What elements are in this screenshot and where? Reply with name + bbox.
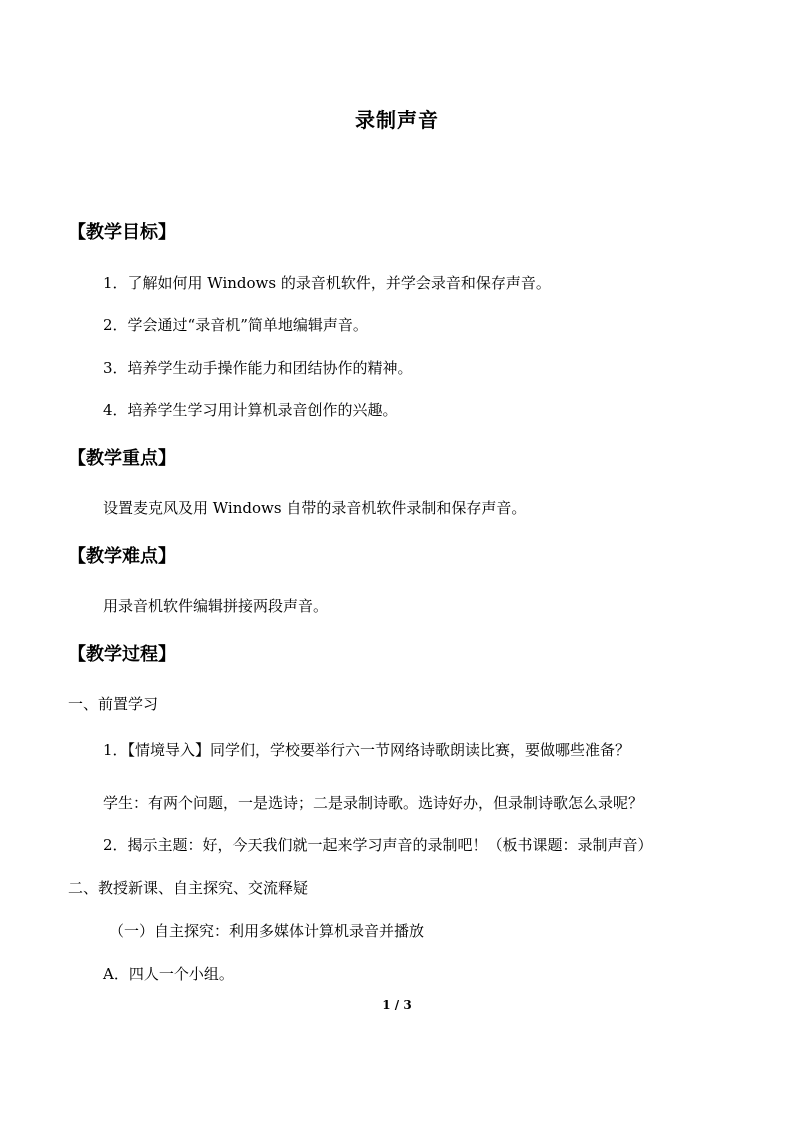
difficulties-text: 用录音机软件编辑拼接两段声音。 [103, 597, 329, 615]
process-step-2-sub-1-a: A．四人一个小组。 [103, 965, 234, 983]
page-number: 1 / 3 [382, 998, 412, 1012]
heading-teaching-goals: 【教学目标】 [68, 222, 176, 243]
heading-key-points: 【教学重点】 [68, 448, 176, 469]
process-step-2-sub-1: （一）自主探究：利用多媒体计算机录音并播放 [109, 922, 425, 940]
goal-item-1: 1．了解如何用 Windows 的录音机软件，并学会录音和保存声音。 [103, 274, 551, 292]
process-step-1-item-1: 1．【情境导入】同学们，学校要举行六一节网络诗歌朗读比赛，要做哪些准备？ [103, 741, 631, 759]
goal-item-2: 2．学会通过“录音机”简单地编辑声音。 [103, 316, 368, 334]
heading-teaching-process: 【教学过程】 [68, 644, 176, 665]
process-step-1-item-2: 2．揭示主题：好，今天我们就一起来学习声音的录制吧！（板书课题：录制声音） [103, 836, 653, 854]
heading-difficulties: 【教学难点】 [68, 546, 176, 567]
goal-item-3: 3．培养学生动手操作能力和团结协作的精神。 [103, 359, 413, 377]
process-step-1: 一、前置学习 [68, 695, 159, 713]
process-step-2: 二、教授新课、自主探究、交流释疑 [68, 879, 309, 897]
key-points-text: 设置麦克风及用 Windows 自带的录音机软件录制和保存声音。 [103, 499, 527, 517]
document-title: 录制声音 [355, 108, 439, 132]
process-step-1-student: 学生：有两个问题，一是选诗；二是录制诗歌。选诗好办，但录制诗歌怎么录呢？ [103, 794, 644, 812]
goal-item-4: 4．培养学生学习用计算机录音创作的兴趣。 [103, 401, 398, 419]
